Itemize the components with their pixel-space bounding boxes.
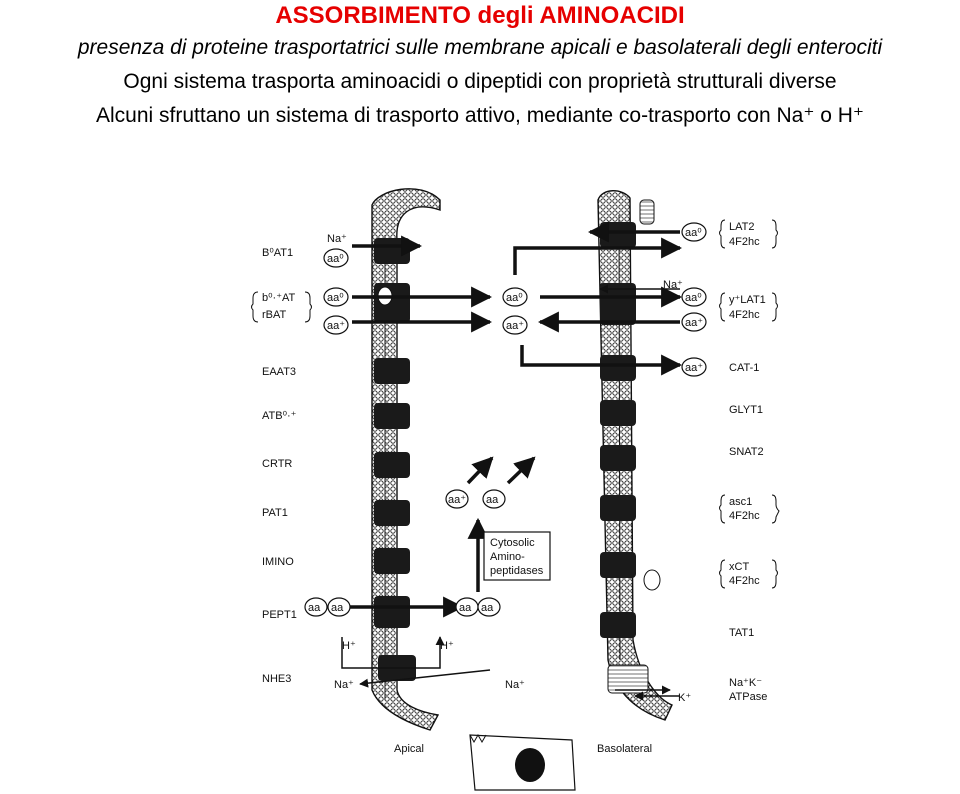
label-xct-4f2hc: 4F2hc [729,575,760,587]
slide-title: ASSORBIMENTO degli AMINOACIDI [275,2,685,29]
aa-plus-label-ylat1: aa⁺ [685,317,704,329]
label-nhe3: NHE3 [262,673,292,685]
label-snat2: SNAT2 [729,446,764,458]
apical-label: Apical [394,743,424,755]
aa-label-pept1-2: aa [331,602,344,614]
label-ylat1-4f2hc: 4F2hc [729,309,760,321]
na-label-nhe3-2: Na⁺ [505,679,525,691]
label-cat1: CAT-1 [729,362,760,374]
label-xct: xCT [729,561,750,573]
subtitle-line-1: presenza di proteine trasportatrici sulle membrane apicali e basolaterali degli enterociti [77,36,883,59]
aa-label-cyto-1: aa⁺ [448,494,467,506]
aa-plus-label-cat1: aa⁺ [685,362,704,374]
apical-transporter-labels [252,247,312,685]
label-pept1: PEPT1 [262,609,297,621]
apical-proteins [374,238,416,681]
label-atpase: ATPase [729,691,768,703]
label-b0at: b⁰·⁺AT [262,292,296,304]
na-label-b0at1: Na⁺ [327,233,347,245]
cyto-line-2: Amino- [490,551,525,563]
basolateral-arrows [515,232,680,696]
k-plus-label: K⁺ [678,692,692,704]
basolateral-transporter-labels [720,220,780,703]
aa0-label-mid: aa⁰ [506,292,523,304]
aa-plus-label-mid: aa⁺ [506,320,525,332]
subtitle-line-2: Ogni sistema trasporta aminoacidi o dipeptidi con proprietà strutturali diverse [123,70,837,93]
aa-plus-label-b0at: aa⁺ [327,320,346,332]
na-label-ylat1: Na⁺ [663,279,683,291]
label-lat2: LAT2 [729,221,755,233]
aa0-label-lat2: aa⁰ [685,227,702,239]
label-b0at1: B⁰AT1 [262,247,294,259]
na-label-nhe3-1: Na⁺ [334,679,354,691]
basolateral-proteins [600,222,660,693]
cytosolic-aminopeptidases-box [484,532,550,580]
label-crtr: CRTR [262,458,293,470]
basolateral-label: Basolateral [597,743,653,755]
label-nak: Na⁺K⁻ [729,677,763,689]
aa0-label-ylat1: aa⁰ [685,292,702,304]
cyto-line-3: peptidases [490,565,544,577]
label-ylat1: y⁺LAT1 [729,294,766,306]
label-tat1: TAT1 [729,627,755,639]
h-plus-label-1: H⁺ [342,640,356,652]
aa-label-pept1-3: aa [459,602,472,614]
label-asc1: asc1 [729,496,753,508]
label-imino: IMINO [262,556,294,568]
label-rbat: rBAT [262,309,287,321]
label-pat1: PAT1 [262,507,288,519]
aa-label-cyto-2: aa [486,494,499,506]
label-asc1-4f2hc: 4F2hc [729,510,760,522]
label-eaat3: EAAT3 [262,366,297,378]
apical-arrows [342,246,490,684]
enterocyte-cell-sketch [394,735,652,790]
cyto-line-1: Cytosolic [490,537,535,549]
label-atb: ATB⁰·⁺ [262,410,297,422]
subtitle-line-3: Alcuni sfruttano un sistema di trasporto attivo, mediante co-trasporto con Na⁺ o H⁺ [95,104,865,127]
aa0-label-b0at: aa⁰ [327,292,344,304]
aa0-label-b0at1: aa⁰ [327,253,344,265]
label-glyt1: GLYT1 [729,404,764,416]
h-plus-label-2: H⁺ [440,640,454,652]
aa-label-pept1-1: aa [308,602,321,614]
aa-label-pept1-4: aa [481,602,494,614]
label-lat2-4f2hc: 4F2hc [729,236,760,248]
